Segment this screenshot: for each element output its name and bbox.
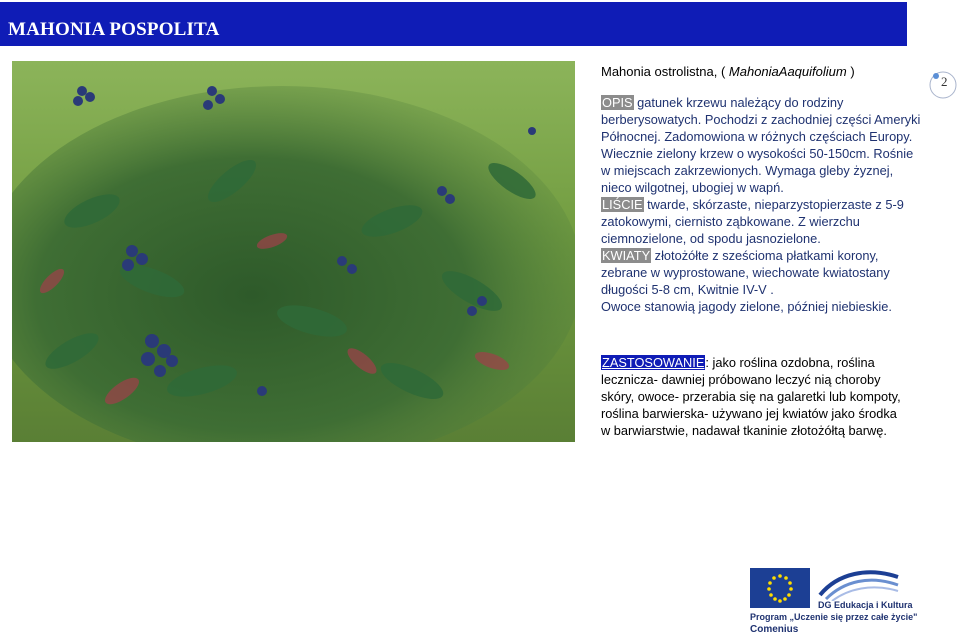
opis-tag: OPIS [602,95,633,110]
description-block [601,63,921,315]
species-heading: Mahonia ostrolistna, ( MahoniaAaquifolium ) [601,64,855,79]
liscie-tag: LIŚCIE [602,197,643,212]
latin-name: MahoniaAaquifolium [728,64,847,79]
program-text: Program „Uczenie się przez całe życie" [750,612,918,622]
opis-paragraph: OPIS gatunek krzewu należący do rodziny berberysowatych. Pochodzi z zachodniej części Ameryki Północnej. Zadomowiona w różnych częściach Europy. Wiecznie zielony krzew o wysokości 50-150cm. Rośnie w miejscach zakrzewionych. Wymaga gleby żyznej, nieco wilgotnej, ubogiej w wapń. LIŚCIE twarde, skórzaste, nieparzystopierzaste z 5-9 zatokowymi, ciernisto ząbkowane. Z wierzchu ciemnozielone, od spodu jasnozielone. KWIATY złotożółte z sześcioma płatkami korony, zebrane w wyprostowane, wiechowate kwiatostany długości 5-8 cm, Kwitnie IV-V . Owoce stanowią jagody zielone, później niebieskie. [601,95,921,314]
usage-paragraph: ZASTOSOWANIE: jako roślina ozdobna, roślina lecznicza- dawniej próbowano leczyć nią choroby skóry, owoce- przerabia się na galaretki lub kompoty, roślina barwierska- używano jej kwiatów jako środka w barwiarstwie, nadawał tkaninie złotożółtą barwę. [601,355,901,438]
dg-text: DG Edukacja i Kultura [818,600,913,610]
kwiaty-tag: KWIATY [602,248,651,263]
title-bar [0,2,907,46]
comenius-text: Comenius [750,624,799,635]
lifelong-learning-logo [818,565,900,601]
slide-title: MAHONIA POSPOLITA [8,19,220,40]
eu-flag-logo [750,568,810,608]
usage-tag: ZASTOSOWANIE [602,355,705,370]
mahonia-shrub-photo [12,61,575,442]
owoce-text: Owoce stanowią jagody zielone, później niebieskie. [601,299,892,314]
page-number: 2 [941,74,948,89]
